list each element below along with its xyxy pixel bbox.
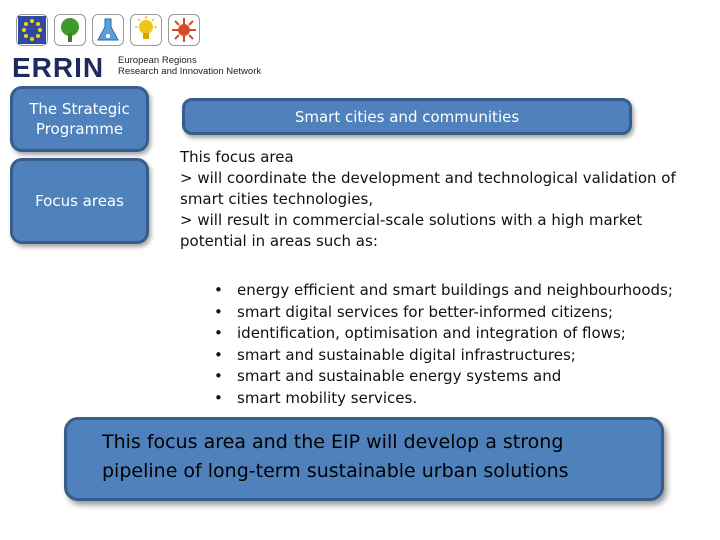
list-item xyxy=(214,366,684,388)
list-item xyxy=(214,388,684,410)
intro-line: > will result in commercial-scale solutions with a high market xyxy=(180,211,643,229)
virus-icon xyxy=(168,14,200,46)
logo-subtitle xyxy=(118,55,293,77)
focus-areas-button[interactable] xyxy=(10,158,149,244)
strategic-programme-label-line1: The Strategic xyxy=(29,100,130,118)
logo-icons xyxy=(16,14,200,52)
flask-icon xyxy=(92,14,124,46)
bullet-icon: • xyxy=(214,388,223,407)
lightbulb-icon xyxy=(130,14,162,46)
list-item xyxy=(214,323,684,345)
intro-line: potential in areas such as: xyxy=(180,232,378,250)
logo-subtitle-line2: Research and Innovation Network xyxy=(118,66,262,77)
logo-wordmark: ERRIN xyxy=(12,52,105,83)
section-title-bar xyxy=(182,98,632,135)
intro-text xyxy=(180,147,680,252)
strategic-programme-label-line2: Programme xyxy=(35,120,124,138)
bullet-icon: • xyxy=(214,281,223,299)
callout-line2: pipeline of long-term sustainable urban solutions xyxy=(102,460,569,482)
logo-subtitle-line1: European Regions xyxy=(118,55,197,66)
errin-logo xyxy=(12,12,292,82)
intro-line: smart cities technologies, xyxy=(180,190,374,208)
list-item-text: smart and sustainable energy systems and xyxy=(237,367,562,386)
list-item-text: smart and sustainable digital infrastructures; xyxy=(237,345,576,364)
bullet-icon: • xyxy=(214,302,223,321)
bullet-icon: • xyxy=(214,345,223,364)
focus-areas-label: Focus areas xyxy=(35,192,124,210)
list-item-text: smart mobility services. xyxy=(237,388,418,407)
tree-icon xyxy=(54,14,86,46)
list-item-text: identification, optimisation and integration of flows; xyxy=(237,324,626,343)
list-item xyxy=(214,302,684,324)
intro-line: This focus area xyxy=(180,148,294,166)
focus-area-list xyxy=(214,280,684,410)
list-item-text: energy efficient and smart buildings and neighbourhoods; xyxy=(237,281,673,299)
bullet-icon: • xyxy=(214,324,223,343)
eu-stars-icon xyxy=(16,14,48,46)
section-title: Smart cities and communities xyxy=(294,107,520,126)
callout-line1: This focus area and the EIP will develop a strong xyxy=(102,431,564,453)
bullet-icon: • xyxy=(214,367,223,386)
list-item-text: smart digital services for better-informed citizens; xyxy=(237,302,613,321)
list-item xyxy=(214,345,684,367)
list-item xyxy=(214,280,684,302)
summary-callout xyxy=(64,417,664,501)
intro-line: > will coordinate the development and technological validation of xyxy=(180,169,676,187)
strategic-programme-button[interactable] xyxy=(10,86,149,152)
